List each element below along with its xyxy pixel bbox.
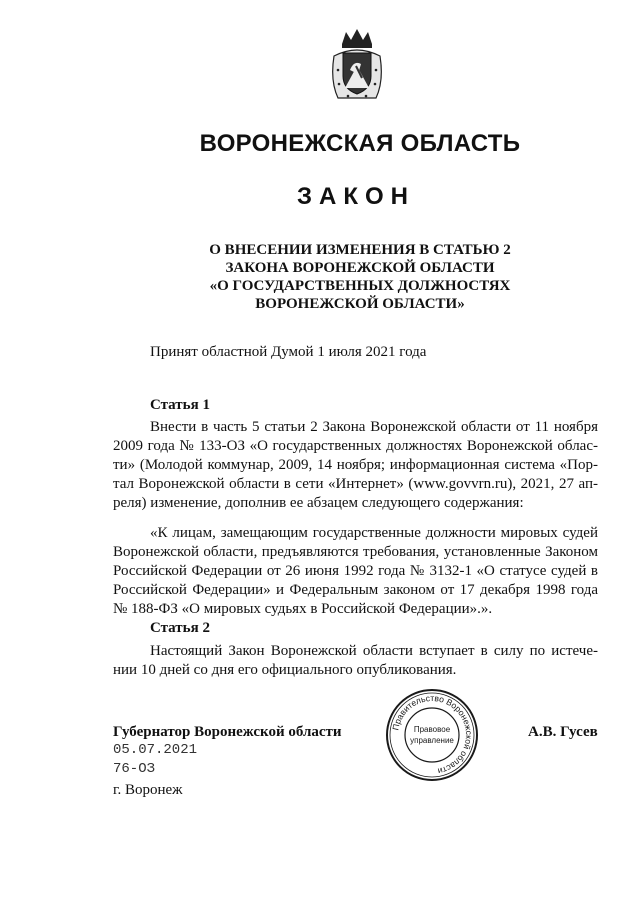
article-1-line: ти» (Молодой коммунар, 2009, 14 ноября; информационная система «Пор-: [113, 457, 598, 473]
article-2-line: Настоящий Закон Воронежской области вступает в силу по истече-: [150, 643, 598, 659]
article-1-quote-line: Воронежской области, предъявляются требования, установленные Законом: [113, 544, 598, 560]
article-2-heading: Статья 2: [150, 620, 210, 636]
governor-title: Губернатор Воронежской области: [113, 724, 342, 740]
official-stamp-icon: [384, 687, 480, 783]
law-title-line: ВОРОНЕЖСКОЙ ОБЛАСТИ»: [255, 296, 465, 312]
law-date: 05.07.2021: [113, 742, 198, 758]
adoption-note: Принят областной Думой 1 июля 2021 года: [150, 344, 427, 360]
article-1-quote-line: «К лицам, замещающим государственные должности мировых судей: [150, 525, 598, 541]
law-title: [150, 241, 570, 313]
document-type: ЗАКОН: [296, 183, 415, 210]
article-1-heading: Статья 1: [150, 397, 210, 413]
signature-block: [113, 724, 342, 801]
article-2-line: нии 10 дней со дня его официального опубликования.: [113, 662, 457, 678]
stamp-outer-text: Правительство Воронежской области: [390, 692, 475, 777]
article-1-line: реля) изменение, дополнив ее абзацем следующего содержания:: [113, 495, 524, 511]
region-heading: ВОРОНЕЖСКАЯ ОБЛАСТЬ: [199, 130, 521, 157]
article-1-quote-line: Российской Федерации от 26 июня 1992 года № 3132-1 «О статусе судей в: [113, 563, 598, 579]
article-1-quote-line: № 188-ФЗ «О мировых судьях в Российской Федерации».».: [113, 601, 493, 617]
stamp-inner-line: Правовое: [413, 725, 451, 734]
law-title-line: О ВНЕСЕНИИ ИЗМЕНЕНИЯ В СТАТЬЮ 2: [209, 242, 511, 258]
stamp-inner-line: управление: [410, 736, 454, 745]
law-number: 76-ОЗ: [113, 761, 156, 777]
svg-text:Правительство Воронежской обла: [390, 693, 474, 777]
city: г. Воронеж: [113, 782, 183, 798]
law-title-line: «О ГОСУДАРСТВЕННЫХ ДОЛЖНОСТЯХ: [209, 278, 511, 294]
law-title-line: ЗАКОНА ВОРОНЕЖСКОЙ ОБЛАСТИ: [225, 260, 495, 276]
article-1-line: Внести в часть 5 статьи 2 Закона Воронежской области от 11 ноября: [150, 419, 598, 435]
article-1-line: тал Воронежской области в сети «Интернет» (www.govvrn.ru), 2021, 27 ап-: [113, 476, 598, 492]
article-1-line: 2009 года № 133-ОЗ «О государственных должностях Воронежской облас-: [113, 438, 598, 454]
signer-name: А.В. Гусев: [528, 724, 598, 740]
article-1-quote-line: Российской Федерации» и Федеральным законом от 17 декабря 1998 года: [113, 582, 598, 598]
coat-of-arms-icon: [328, 26, 386, 104]
